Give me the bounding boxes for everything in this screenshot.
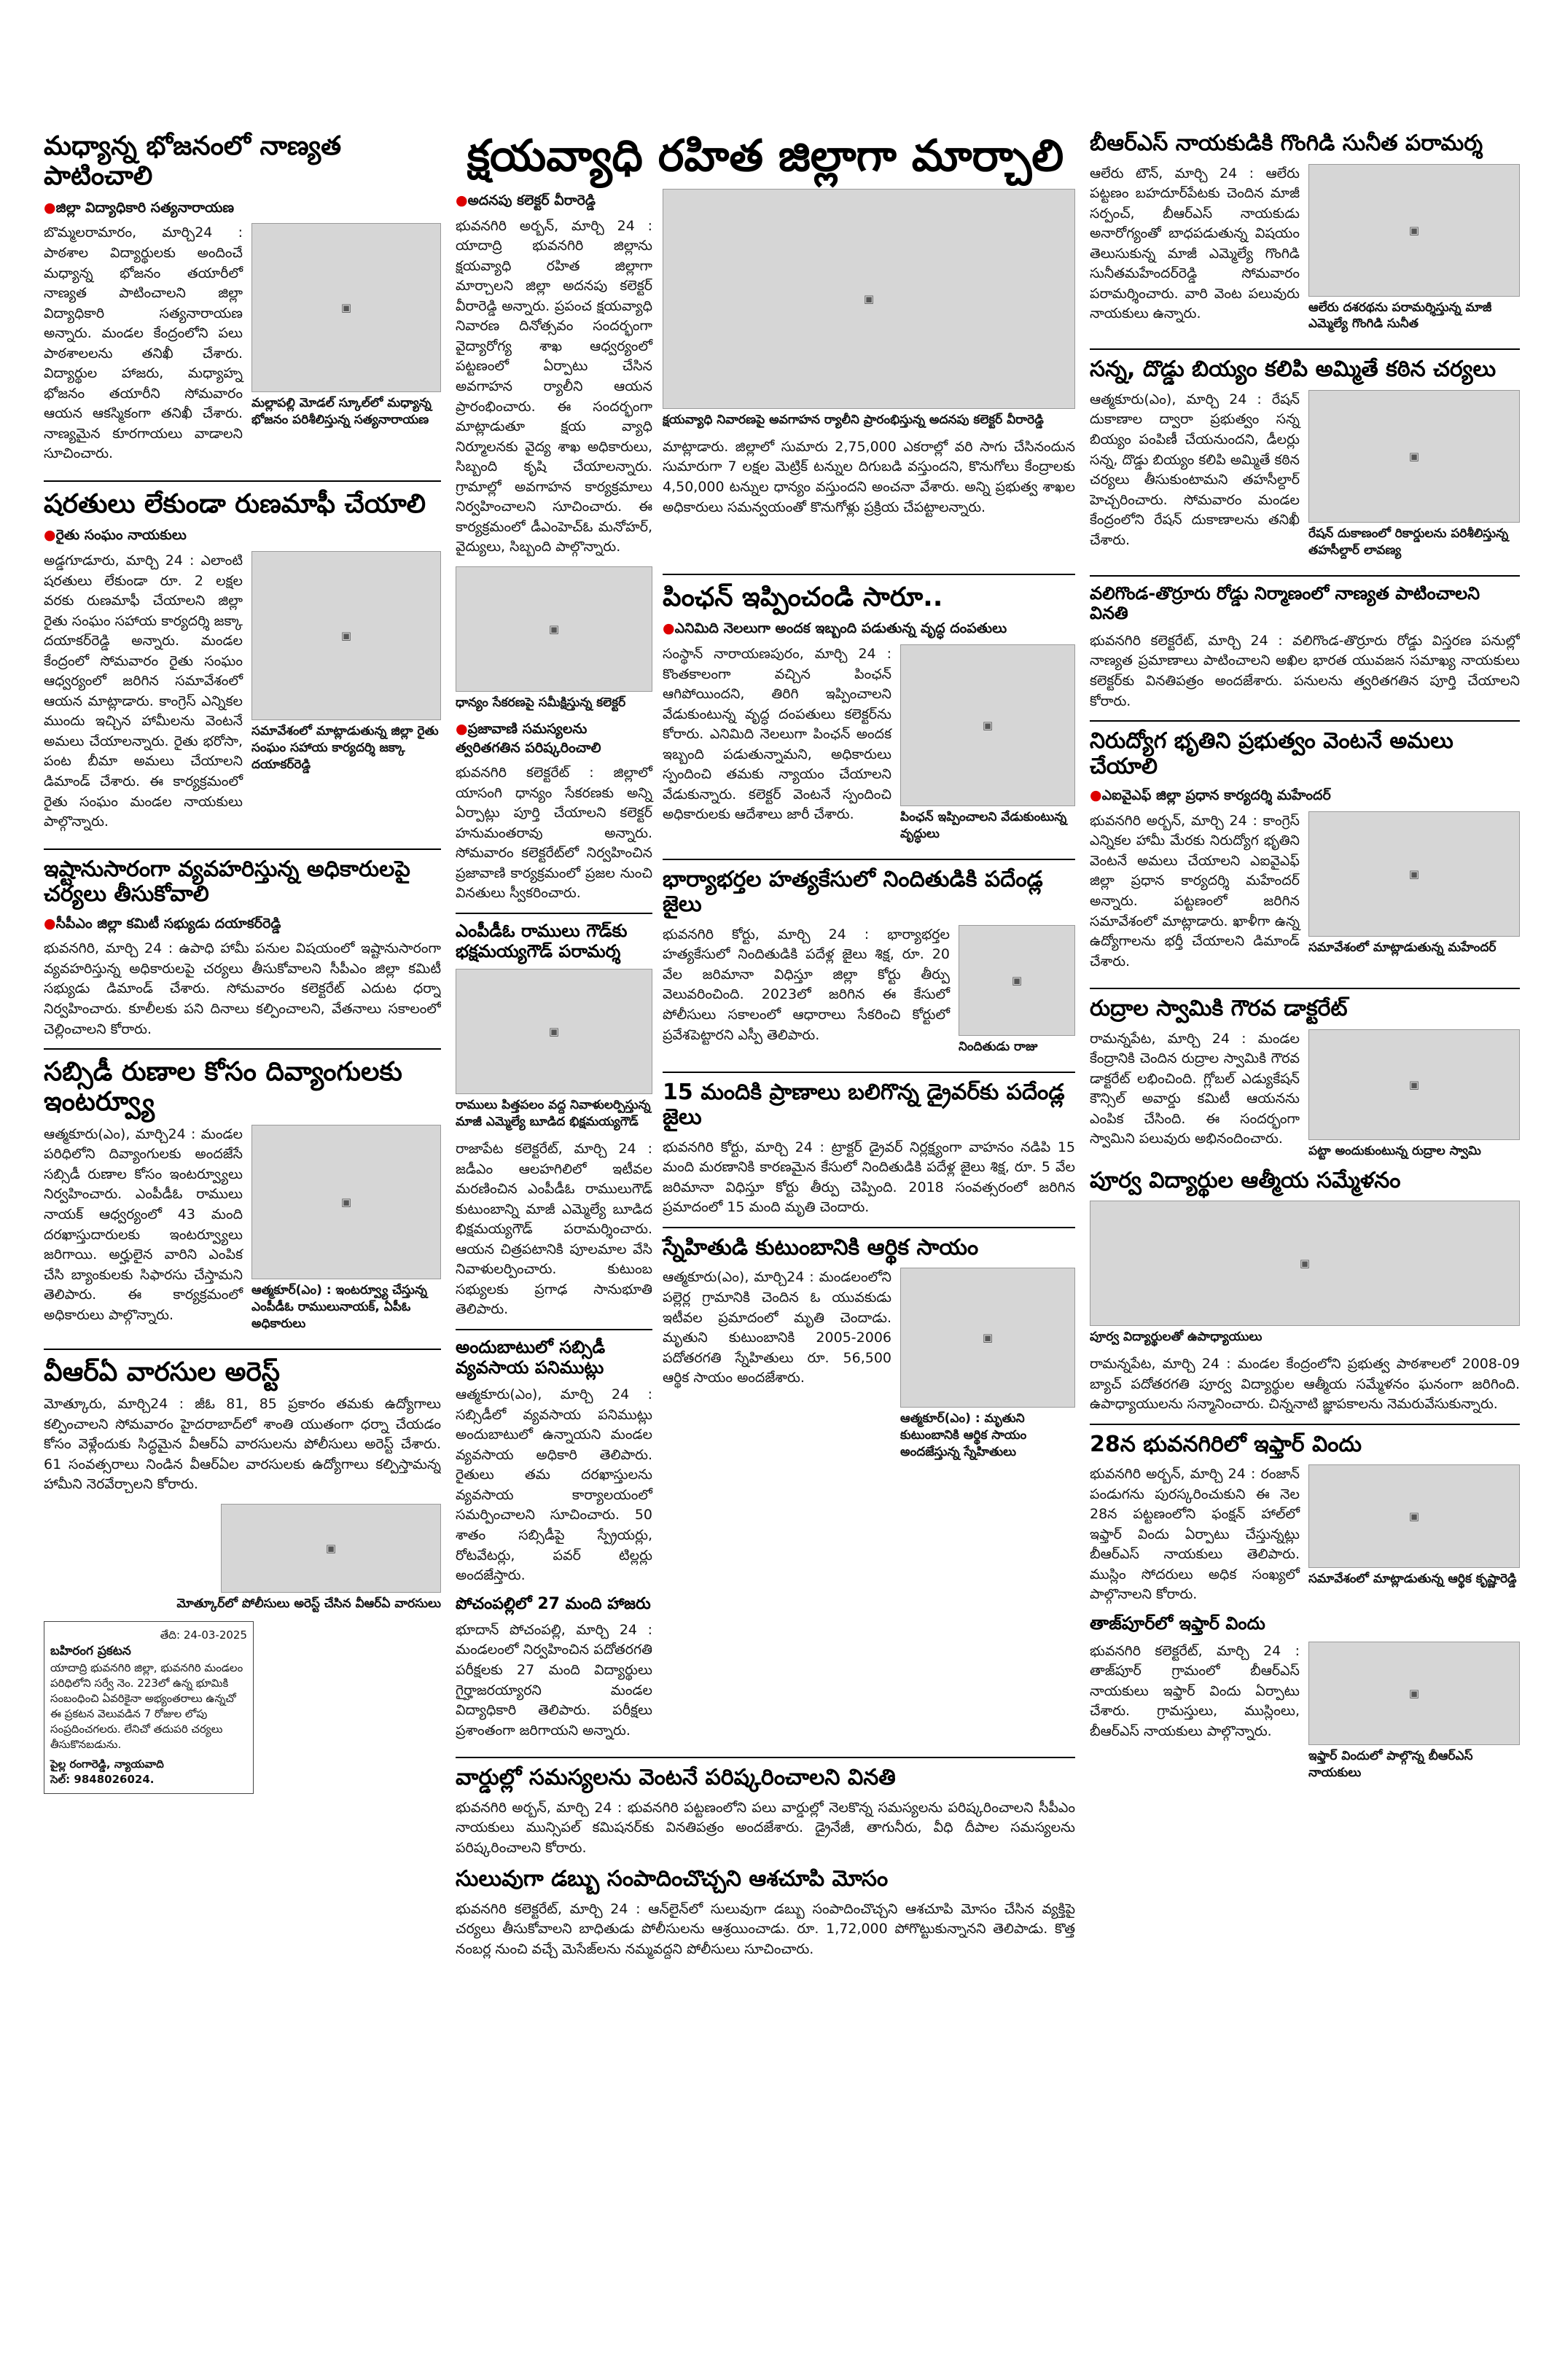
divider bbox=[1090, 348, 1520, 350]
headline-subsidy-tools: అందుబాటులో సబ్సిడీ వ్యవసాయ పనిముట్లు bbox=[456, 1336, 606, 1378]
photo-caption: సమావేశంలో మాట్లాడుతున్న మహేందర్ bbox=[1308, 940, 1496, 955]
byline: ● ప్రజావాణి సమస్యలను త్వరితగతిన పరిష్కరించాలి bbox=[456, 720, 652, 757]
byline: ● అదనపు కలెక్టర్ వీరారెడ్డి bbox=[456, 192, 652, 211]
headline-unemployment: నిరుద్యోగ భృతిని ప్రభుత్వం వెంటనే అమలు చేయాలి bbox=[1090, 728, 1453, 779]
headline-road-quality: వలిగొండ-తొర్రూరు రోడ్డు నిర్మాణంలో నాణ్యత పాటించాలని వినతి bbox=[1090, 582, 1480, 624]
photo-caption: పట్టా అందుకుంటున్న రుద్రాల స్వామి bbox=[1308, 1143, 1481, 1158]
photo-caption: సమావేశంలో మాట్లాడుతున్న ఆర్థిక కృష్ణారెడ్డి bbox=[1308, 1572, 1517, 1587]
notice-body: యాదాద్రి భువనగిరి జిల్లా, భువనగిరి మండలం పరిధిలోని సర్వే నెం. 223లో ఉన్న భూమికి సంబంధించి ఏవరికైనా అభ్యంతరాలు ఉన్నచో ఈ ప్రకటన వెలువడిన 7 రోజుల లోపు సంప్రదించగలరు. లేనిచో తదుపరి చర్యలు తీసుకొనబడును. bbox=[50, 1661, 243, 1751]
news-photo: ▣ bbox=[900, 1268, 1075, 1408]
article-body: రామన్నపేట, మార్చి 24 : మండల కేంద్రానికి చెందిన రుద్రాల స్వామికి గౌరవ డాక్టరేట్ లభించింది. గ్లోబల్ ఎడ్యుకేషన్ కౌన్సిల్ అవార్డు కమిటీ ఆయనను ఎంపిక చేసింది. ఈ సందర్భంగా స్వామిని పలువురు అభినందించారు. bbox=[1090, 1030, 1300, 1147]
headline-money-fraud: సులువుగా డబ్బు సంపాదించొచ్చని ఆశచూపి మోసం bbox=[456, 1866, 889, 1892]
news-photo: ▣ bbox=[251, 1125, 441, 1279]
news-photo: ▣ bbox=[456, 566, 652, 692]
article-body: భువనగిరి కోర్టు, మార్చి 24 : భార్యాభర్తల హత్యకేసులో నిందితుడికి పదేళ్ల జైలు శిక్ష, రూ. 20 వేల జరిమానా విధిస్తూ జిల్లా కోర్టు తీర్పు వెలువరించింది. 2023లో జరిగిన ఈ కేసులో పోలీసులు సకాలంలో ఆధారాలు సేకరించి కోర్టులో ప్రవేశపెట్టారని ఎస్పీ తెలిపారు. bbox=[663, 926, 950, 1043]
news-photo: ▣ bbox=[900, 644, 1075, 806]
article-body: అడ్డగూడూరు, మార్చి 24 : ఎలాంటి షరతులు లేకుండా రూ. 2 లక్షల వరకు రుణమాఫీ చేయాలని జిల్లా రైతు సంఘం సహాయ కార్యదర్శి జక్కా దయాకర్‌రెడ్డి అన్నారు. మండల కేంద్రంలో సోమవారం రైతు సంఘం ఆధ్వర్యంలో జరిగిన సమావేశంలో ఆయన మాట్లాడారు. కాంగ్రెస్ ఎన్నికల ముందు ఇచ్చిన హామీలను వెంటనే అమలు చేయాలన్నారు. రైతు భరోసా, పంట బీమా అమలు చేయాలని డిమాండ్ చేశారు. ఈ కార్యక్రమంలో రైతు సంఘం మండల నాయకులు పాల్గొన్నారు. bbox=[44, 553, 243, 830]
article-body: భువనగిరి కోర్టు, మార్చి 24 : ట్రాక్టర్ డ్రైవర్ నిర్లక్ష్యంగా వాహనం నడిపి 15 మంది మరణానికి కారణమైన కేసులో నిందితుడికి పదేళ్ల జైలు శిక్ష, రూ. 5 వేల జరిమానా విధిస్తూ కోర్టు తీర్పు చెప్పింది. 2018 సంవత్సరంలో జరిగిన ప్రమాదంలో 15 మంది మృతి చెందారు. bbox=[663, 1139, 1075, 1216]
article-body: ఆత్మకూరు(ఎం), మార్చి 24 : రేషన్ దుకాణాల ద్వారా ప్రభుత్వం సన్న బియ్యం పంపిణీ చేయనుందని, డీలర్లు సన్న, దొడ్డు బియ్యం కలిపి అమ్మితే కఠిన చర్యలు తీసుకుంటామని తహసీల్దార్ హెచ్చరించారు. సోమవారం మండల కేంద్రంలోని రేషన్ దుకాణాలను తనిఖీ చేశారు. bbox=[1090, 391, 1300, 548]
divider bbox=[44, 1048, 441, 1050]
byline: ● ఎఐవైఎఫ్ జిల్లా ప్రధాన కార్యదర్శి మహేందర్ bbox=[1090, 787, 1520, 805]
article-body: భువనగిరి కలెక్టరేట్, మార్చి 24 : తాజ్‌పూర్ గ్రామంలో బీఆర్ఎస్ నాయకులు ఇఫ్తార్ విందు ఏర్పాటు చేశారు. గ్రామస్తులు, ముస్లింలు, బీఆర్ఎస్ నాయకులు పాల్గొన్నారు. bbox=[1090, 1642, 1300, 1739]
photo-caption: సమావేశంలో మాట్లాడుతున్న జిల్లా రైతు సంఘం సహాయ కార్యదర్శి జక్కా దయాకర్‌రెడ్డి bbox=[251, 724, 439, 772]
headline-alumni-meet: పూర్వ విద్యార్థుల ఆత్మీయ సమ్మేళనం bbox=[1090, 1167, 1401, 1193]
news-photo: ▣ bbox=[1308, 811, 1520, 937]
photo-caption: పూర్వ విద్యార్థులతో ఉపాధ్యాయులు bbox=[1090, 1330, 1263, 1345]
notice-signature: పైల్ల రంగారెడ్డి, న్యాయవాది bbox=[50, 1757, 164, 1771]
article-body: భువనగిరి అర్బన్, మార్చి 24 : రంజాన్ పండుగను పురస్కరించుకుని ఈ నెల 28న పట్టణంలోని ఫంక్షన్ హాల్‌లో ఇఫ్తార్ విందు ఏర్పాటు చేస్తున్నట్లు బీఆర్ఎస్ నాయకులు తెలిపారు. ముస్లిం సోదరులు అధిక సంఖ్యలో పాల్గొనాలని కోరారు. bbox=[1090, 1466, 1300, 1603]
lead-headline: క్షయవ్యాధి రహిత జిల్లాగా మార్చాలి bbox=[467, 131, 1064, 182]
article-body: భువనగిరి కలెక్టరేట్, మార్చి 24 : వలిగొండ-తొర్రూరు రోడ్డు విస్తరణ పనుల్లో నాణ్యత ప్రమాణాలు పాటించాలని అఖిల భారత యువజన సమాఖ్య నాయకులు కలెక్టర్‌కు వినతిపత్రం అందజేశారు. పనులను త్వరితగతిన పూర్తి చేయాలని కోరారు. bbox=[1090, 632, 1520, 709]
notice-date: తేది: 24-03-2025 bbox=[160, 1628, 247, 1642]
divider bbox=[1090, 575, 1520, 577]
photo-caption: ఆలేరు దశరథను పరామర్శిస్తున్న మాజీ ఎమ్మెల్యే గొంగిడి సునీత bbox=[1308, 300, 1492, 332]
article-body: భువనగిరి అర్బన్, మార్చి 24 : యాదాద్రి భువనగిరి జిల్లాను క్షయవ్యాధి రహిత జిల్లాగా మార్చాలని జిల్లా అదనపు కలెక్టర్ వీరారెడ్డి అన్నారు. ప్రపంచ క్షయవ్యాధి నివారణ దినోత్సవం సందర్భంగా వైద్యారోగ్య శాఖ ఆధ్వర్యంలో పట్టణంలో ఏర్పాటు చేసిన అవగాహన ర్యాలీని ఆయన ప్రారంభించారు. ఈ సందర్భంగా మాట్లాడుతూ క్షయ వ్యాధి నిర్మూలనకు వైద్య శాఖ అధికారులు, సిబ్బంది కృషి చేయాలన్నారు. గ్రామాల్లో అవగాహన కార్యక్రమాలు నిర్వహించాలని సూచించారు. ఈ కార్యక్రమంలో డీఎంహెచ్ఓ మనోహర్, వైద్యులు, సిబ్బంది పాల్గొన్నారు. bbox=[456, 217, 652, 555]
article-body: భువనగిరి, మార్చి 24 : ఉపాధి హామీ పనుల విషయంలో ఇష్టానుసారంగా వ్యవహరిస్తున్న అధికారులపై చర్యలు తీసుకోవాలని సీపీఎం జిల్లా కమిటీ సభ్యుడు డిమాండ్ చేశారు. సోమవారం కలెక్టరేట్ ఎదుట ధర్నా నిర్వహించారు. కూలీలకు పని దినాలు కల్పించాలని, వేతనాలు సకాలంలో చెల్లించాలని కోరారు. bbox=[44, 940, 441, 1037]
headline-doctorate: రుద్రాల స్వామికి గౌరవ డాక్టరేట్ bbox=[1090, 996, 1348, 1022]
headline-driver-jail: 15 మందికి ప్రాణాలు బలిగొన్న డ్రైవర్‌కు పదేండ్ల జైలు bbox=[663, 1079, 1065, 1131]
divider bbox=[1090, 1424, 1520, 1425]
divider bbox=[44, 1349, 441, 1350]
article-body: ఆత్మకూరు(ఎం), మార్చి24 : మండలంలోని పల్లెర్ల గ్రామానికి చెందిన ఓ యువకుడు ఇటీవల ప్రమాదంలో మృతి చెందాడు. మృతుని కుటుంబానికి 2005-2006 పదోతరగతి స్నేహితులు రూ. 56,500 ఆర్థిక సాయం అందజేశారు. bbox=[663, 1269, 891, 1386]
divider bbox=[456, 913, 652, 914]
headline-mpdo: ఎంపీడీఓ రాములు గౌడ్‌కు భక్షమయ్యగౌడ్ పరామర్శ bbox=[456, 920, 628, 961]
byline: ● జిల్లా విద్యాధికారి సత్యనారాయణ bbox=[44, 199, 441, 218]
byline: ● సీపీఎం జిల్లా కమిటీ సభ్యుడు దయాకర్‌రెడ్డి bbox=[44, 915, 441, 934]
photo-caption: ధాన్యం సేకరణపై సమీక్షిస్తున్న కలెక్టర్ bbox=[456, 695, 626, 710]
article-body: భువనగిరి కలెక్టరేట్, మార్చి 24 : ఆన్‌లైన్‌లో సులువుగా డబ్బు సంపాదించొచ్చని ఆశచూపి మోసం చేసిన వ్యక్తిపై చర్యలు తీసుకోవాలని బాధితుడు పోలీసులను ఆశ్రయించాడు. రూ. 1,72,000 పోగొట్టుకున్నానని తెలిపాడు. కొత్త నంబర్ల నుంచి వచ్చే మెసేజ్‌లను నమ్మవద్దని పోలీసులు సూచించారు. bbox=[456, 1900, 1075, 1957]
article-body: భువనగిరి కలెక్టరేట్ : జిల్లాలో యాసంగి ధాన్యం సేకరణకు అన్ని ఏర్పాట్లు పూర్తి చేయాలని కలెక్టర్ హనుమంతరావు అన్నారు. సోమవారం కలెక్టరేట్‌లో నిర్వహించిన ప్రజావాణి కార్యక్రమంలో ప్రజల నుంచి వినతులు స్వీకరించారు. bbox=[456, 765, 652, 902]
article-body: మోత్కూరు, మార్చి24 : జీఓ 81, 85 ప్రకారం తమకు ఉద్యోగాలు కల్పించాలని సోమవారం హైదరాబాద్‌లో శాంతి యుతంగా ధర్నా చేయడం కోసం వెళ్లేందుకు సిద్ధమైన వీఆర్ఏ వారసులను పోలీసులు అరెస్ట్ చేశారు. 61 సంవత్సరాలు నిండిన వీఆర్ఏల వారసులకు ఉద్యోగాలు కల్పిస్తామన్న హామీని నెరవేర్చాలని కోరారు. bbox=[44, 1396, 441, 1493]
headline-ward-problems: వార్డుల్లో సమస్యలను వెంటనే పరిష్కరించాలని వినతి bbox=[456, 1765, 896, 1791]
headline-midday-meal: మధ్యాన్న భోజనంలో నాణ్యత పాటించాలి bbox=[44, 131, 342, 192]
article-body: మాట్లాడారు. జిల్లాలో సుమారు 2,75,000 ఎకరాల్లో వరి సాగు చేసినందున సుమారుగా 7 లక్షల మెట్రిక్ టన్నుల దిగుబడి వస్తుందని, కొనుగోలు కేంద్రాలకు 4,50,000 టన్నుల ధాన్యం వస్తుందని అంచనా వేశారు. అన్ని ప్రభుత్వ శాఖల అధికారులు సమన్వయంతో కొనుగోళ్లు ప్రక్రియ చేపట్టాలన్నారు. bbox=[663, 438, 1075, 515]
news-photo: ▣ bbox=[1308, 1029, 1520, 1140]
news-photo: ▣ bbox=[221, 1504, 441, 1593]
right-column bbox=[1090, 131, 1520, 2354]
news-photo: ▣ bbox=[959, 925, 1075, 1036]
left-column bbox=[44, 131, 441, 2354]
divider bbox=[663, 574, 1075, 575]
news-photo: ▣ bbox=[456, 969, 652, 1094]
headline-loan-waiver: షరతులు లేకుండా రుణమాఫీ చేయాలి bbox=[44, 488, 426, 519]
divider bbox=[663, 1072, 1075, 1073]
article-body: భువనగిరి అర్బన్, మార్చి 24 : కాంగ్రెస్ ఎన్నికల హామీ మేరకు నిరుద్యోగ భృతిని వెంటనే అమలు చేయాలని ఎఐవైఎఫ్ జిల్లా ప్రధాన కార్యదర్శి మహేందర్ అన్నారు. పట్టణంలో జరిగిన సమావేశంలో మాట్లాడారు. ఖాళీగా ఉన్న ఉద్యోగాలను భర్తీ చేయాలని డిమాండ్ చేశారు. bbox=[1090, 812, 1300, 969]
news-photo: ▣ bbox=[251, 223, 441, 392]
divider bbox=[456, 1329, 652, 1330]
headline-iftar-tajpur: తాజ్‌పూర్‌లో ఇఫ్తార్ విందు bbox=[1090, 1612, 1265, 1634]
article-body: రాజాపేట కలెక్టరేట్, మార్చి 24 : జడీఎం ఆలహగిలిలో ఇటీవల మరణించిన ఎంపీడీఓ రాములుగౌడ్ కుటుంబాన్ని మాజీ ఎమ్మెల్యే బూడిద భిక్షమయ్యగౌడ్ పరామర్శించారు. ఆయన చిత్రపటానికి పూలమాల వేసి నివాళులర్పించారు. కుటుంబ సభ్యులకు ప్రగాఢ సానుభూతి తెలిపారు. bbox=[456, 1141, 652, 1318]
photo-caption: పింఛన్ ఇప్పించాలని వేడుకుంటున్న వృద్ధులు bbox=[900, 809, 1067, 841]
article-body: ఆత్మకూరు(ఎం), మార్చి24 : మండల పరిధిలోని దివ్యాంగులకు అందజేసే సబ్సిడీ రుణాల కోసం ఇంటర్వ్యూలు నిర్వహించారు. ఎంపీడీఓ రాములు నాయక్ ఆధ్వర్యంలో 43 మంది దరఖాస్తుదారులకు ఇంటర్వ్యూలు జరిగాయి. అర్హులైన వారిని ఎంపిక చేసి బ్యాంకులకు సిఫారసు చేస్తామని తెలిపారు. ఈ కార్యక్రమంలో అధికారులు పాల్గొన్నారు. bbox=[44, 1125, 243, 1323]
headline-iftar-bhongir: 28న భువనగిరిలో ఇఫ్తార్ విందు bbox=[1090, 1431, 1362, 1457]
photo-caption: రాములు పిత్తపలం వద్ద నివాళులర్పిస్తున్న మాజీ ఎమ్మెల్యే బూడిద భిక్షమయ్యగౌడ్ bbox=[456, 1098, 651, 1130]
news-photo: ▣ bbox=[1308, 1642, 1520, 1745]
divider bbox=[663, 859, 1075, 860]
divider bbox=[44, 480, 441, 482]
divider bbox=[1090, 988, 1520, 989]
article-body: రామన్నపేట, మార్చి 24 : మండల కేంద్రంలోని ప్రభుత్వ పాఠశాలలో 2008-09 బ్యాచ్ పదోతరగతి పూర్వ విద్యార్థుల ఆత్మీయ సమ్మేళనం ఘనంగా జరిగింది. ఉపాధ్యాయులను సన్మానించారు. చిన్ననాటి జ్ఞాపకాలను నెమరువేసుకున్నారు. bbox=[1090, 1356, 1520, 1413]
headline-vra-arrest: వీఆర్ఏ వారసుల అరెస్ట్ bbox=[44, 1357, 281, 1387]
public-notice bbox=[44, 1621, 254, 1794]
divider bbox=[1090, 720, 1520, 722]
photo-caption: రేషన్ దుకాణంలో రికార్డులను పరిశీలిస్తున్న తహసీల్దార్ లావణ్య bbox=[1308, 526, 1509, 558]
headline-pension: పింఛన్ ఇప్పించండి సారూ.. bbox=[663, 582, 943, 612]
headline-pochampally: పోచంపల్లిలో 27 మంది హాజరు bbox=[456, 1594, 651, 1613]
divider bbox=[456, 1757, 1075, 1758]
article-body: ఆలేరు టౌన్, మార్చి 24 : ఆలేరు పట్టణం బహదూర్‌పేటకు చెందిన మాజీ సర్పంచ్, బీఆర్ఎస్ నాయకుడు అనారోగ్యంతో బాధపడుతున్న విషయం తెలుసుకున్న మాజీ ఎమ్మెల్యే గొంగిడి సునీతమహేందర్‌రెడ్డి సోమవారం పరామర్శించారు. వారి వెంట పలువురు నాయకులు ఉన్నారు. bbox=[1090, 165, 1300, 322]
article-body: సంస్థాన్ నారాయణపురం, మార్చి 24 : కొంతకాలంగా వచ్చిన పింఛన్ ఆగిపోయిందని, తిరిగి ఇప్పించాలని వేడుకుంటున్న వృద్ధ దంపతులు కలెక్టర్‌ను కోరారు. ఎనిమిది నెలలుగా పింఛన్ అందక ఇబ్బంది పడుతున్నామని, అధికారులు స్పందించి తమకు న్యాయం చేయాలని వేడుకున్నారు. కలెక్టర్ వెంటనే స్పందించి అధికారులకు ఆదేశాలు జారీ చేశారు. bbox=[663, 645, 891, 823]
divider bbox=[44, 848, 441, 850]
photo-caption: నిందితుడు రాజు bbox=[959, 1039, 1038, 1054]
photo-caption: ఆత్మకూర్(ఎం) : ఇంటర్వ్యూ చేస్తున్న ఎంపీడీఓ రాములునాయక్, ఏపీఓ అధికారులు bbox=[251, 1282, 427, 1331]
article-body: ఆత్మకూరు(ఎం), మార్చి 24 : సబ్సిడీలో వ్యవసాయ పనిముట్లు అందుబాటులో ఉన్నాయని మండల వ్యవసాయ అధికారి తెలిపారు. రైతులు తమ దరఖాస్తులను వ్యవసాయ కార్యాలయంలో సమర్పించాలని సూచించారు. 50 శాతం సబ్సిడీపై స్ప్రేయర్లు, రోటవేటర్లు, పవర్ టిల్లర్లు అందజేస్తారు. bbox=[456, 1386, 652, 1584]
photo-caption: ఇఫ్తార్ విందులో పాల్గొన్న బీఆర్ఎస్ నాయకులు bbox=[1308, 1748, 1473, 1780]
headline-friend-help: స్నేహితుడి కుటుంబానికి ఆర్థిక సాయం bbox=[663, 1234, 979, 1260]
article-body: బొమ్మలరామారం, మార్చి24 : పాఠశాల విద్యార్థులకు అందించే మధ్యాన్న భోజనం తయారీలో నాణ్యత పాటించాలని జిల్లా విద్యాధికారి సత్యనారాయణ అన్నారు. మండల కేంద్రంలోని పలు పాఠశాలలను తనిఖీ చేశారు. విద్యార్థుల హాజరు, మధ్యాహ్న భోజనం తయారీని సోమవారం ఆయన ఆకస్మికంగా తనిఖీ చేశారు. నాణ్యమైన కూరగాయలు వాడాలని సూచించారు. bbox=[44, 225, 243, 462]
news-photo: ▣ bbox=[1308, 164, 1520, 297]
news-photo: ▣ bbox=[251, 551, 441, 720]
news-photo: ▣ bbox=[1308, 1464, 1520, 1568]
photo-caption: మోత్కూర్‌లో పోలీసులు అరెస్ట్ చేసిన వీఆర్ఏ వారసులు bbox=[176, 1596, 441, 1611]
lead-photo: ▣ bbox=[663, 189, 1075, 409]
news-photo: ▣ bbox=[1090, 1201, 1520, 1326]
notice-title: బహిరంగ ప్రకటన bbox=[50, 1643, 131, 1658]
center-column bbox=[456, 131, 1075, 2354]
news-photo: ▣ bbox=[1308, 390, 1520, 523]
headline-rice-mixing: సన్న, దొడ్డు బియ్యం కలిపి అమ్మితే కఠిన చర్యలు bbox=[1090, 356, 1496, 383]
byline: ● రైతు సంఘం నాయకులు bbox=[44, 526, 441, 545]
headline-disabled-loans: సబ్సిడీ రుణాల కోసం దివ్యాంగులకు ఇంటర్వ్యూ bbox=[44, 1057, 402, 1117]
article-body: భూదాన్ పోచంపల్లి, మార్చి 24 : మండలంలో నిర్వహించిన పదోతరగతి పరీక్షలకు 27 మంది విద్యార్థులు గైర్హాజరయ్యారని మండల విద్యాధికారి తెలిపారు. పరీక్షలు ప్రశాంతంగా జరిగాయని అన్నారు. bbox=[456, 1621, 652, 1739]
notice-phone: సెల్: 9848026024. bbox=[50, 1772, 155, 1786]
headline-sunitha-visit: బీఆర్ఎస్ నాయకుడికి గొంగిడి సునీత పరామర్శ bbox=[1090, 131, 1483, 156]
divider bbox=[663, 1227, 1075, 1228]
byline: ● ఎనిమిది నెలలుగా అందక ఇబ్బంది పడుతున్న వృద్ధ దంపతులు bbox=[663, 620, 1075, 639]
headline-murder-case: భార్యాభర్తల హత్యకేసులో నిందితుడికి పదేండ్ల జైలు bbox=[663, 866, 1043, 918]
article-body: భువనగిరి అర్బన్, మార్చి 24 : భువనగిరి పట్టణంలోని పలు వార్డుల్లో నెలకొన్న సమస్యలను పరిష్కరించాలని సీపీఎం నాయకులు మున్సిపల్ కమిషనర్‌కు వినతిపత్రం అందజేశారు. డ్రైనేజీ, తాగునీరు, వీధి దీపాల సమస్యలను పరిష్కరించాలని కోరారు. bbox=[456, 1799, 1075, 1856]
photo-caption: క్షయవ్యాధి నివారణపై అవగాహన ర్యాలీని ప్రారంభిస్తున్న అదనపు కలెక్టర్ వీరారెడ్డి bbox=[663, 413, 1044, 427]
photo-caption: మల్లాపల్లి మోడల్ స్కూల్‌లో మధ్యాన్న భోజనం పరిశీలిస్తున్న సత్యనారాయణ bbox=[251, 396, 432, 428]
photo-caption: ఆత్మకూర్(ఎం) : మృతుని కుటుంబానికి ఆర్థిక సాయం అందజేస్తున్న స్నేహితులు bbox=[900, 1411, 1027, 1460]
headline-officials-action: ఇష్టానుసారంగా వ్యవహరిస్తున్న అధికారులపై చర్యలు తీసుకోవాలి bbox=[44, 856, 410, 908]
